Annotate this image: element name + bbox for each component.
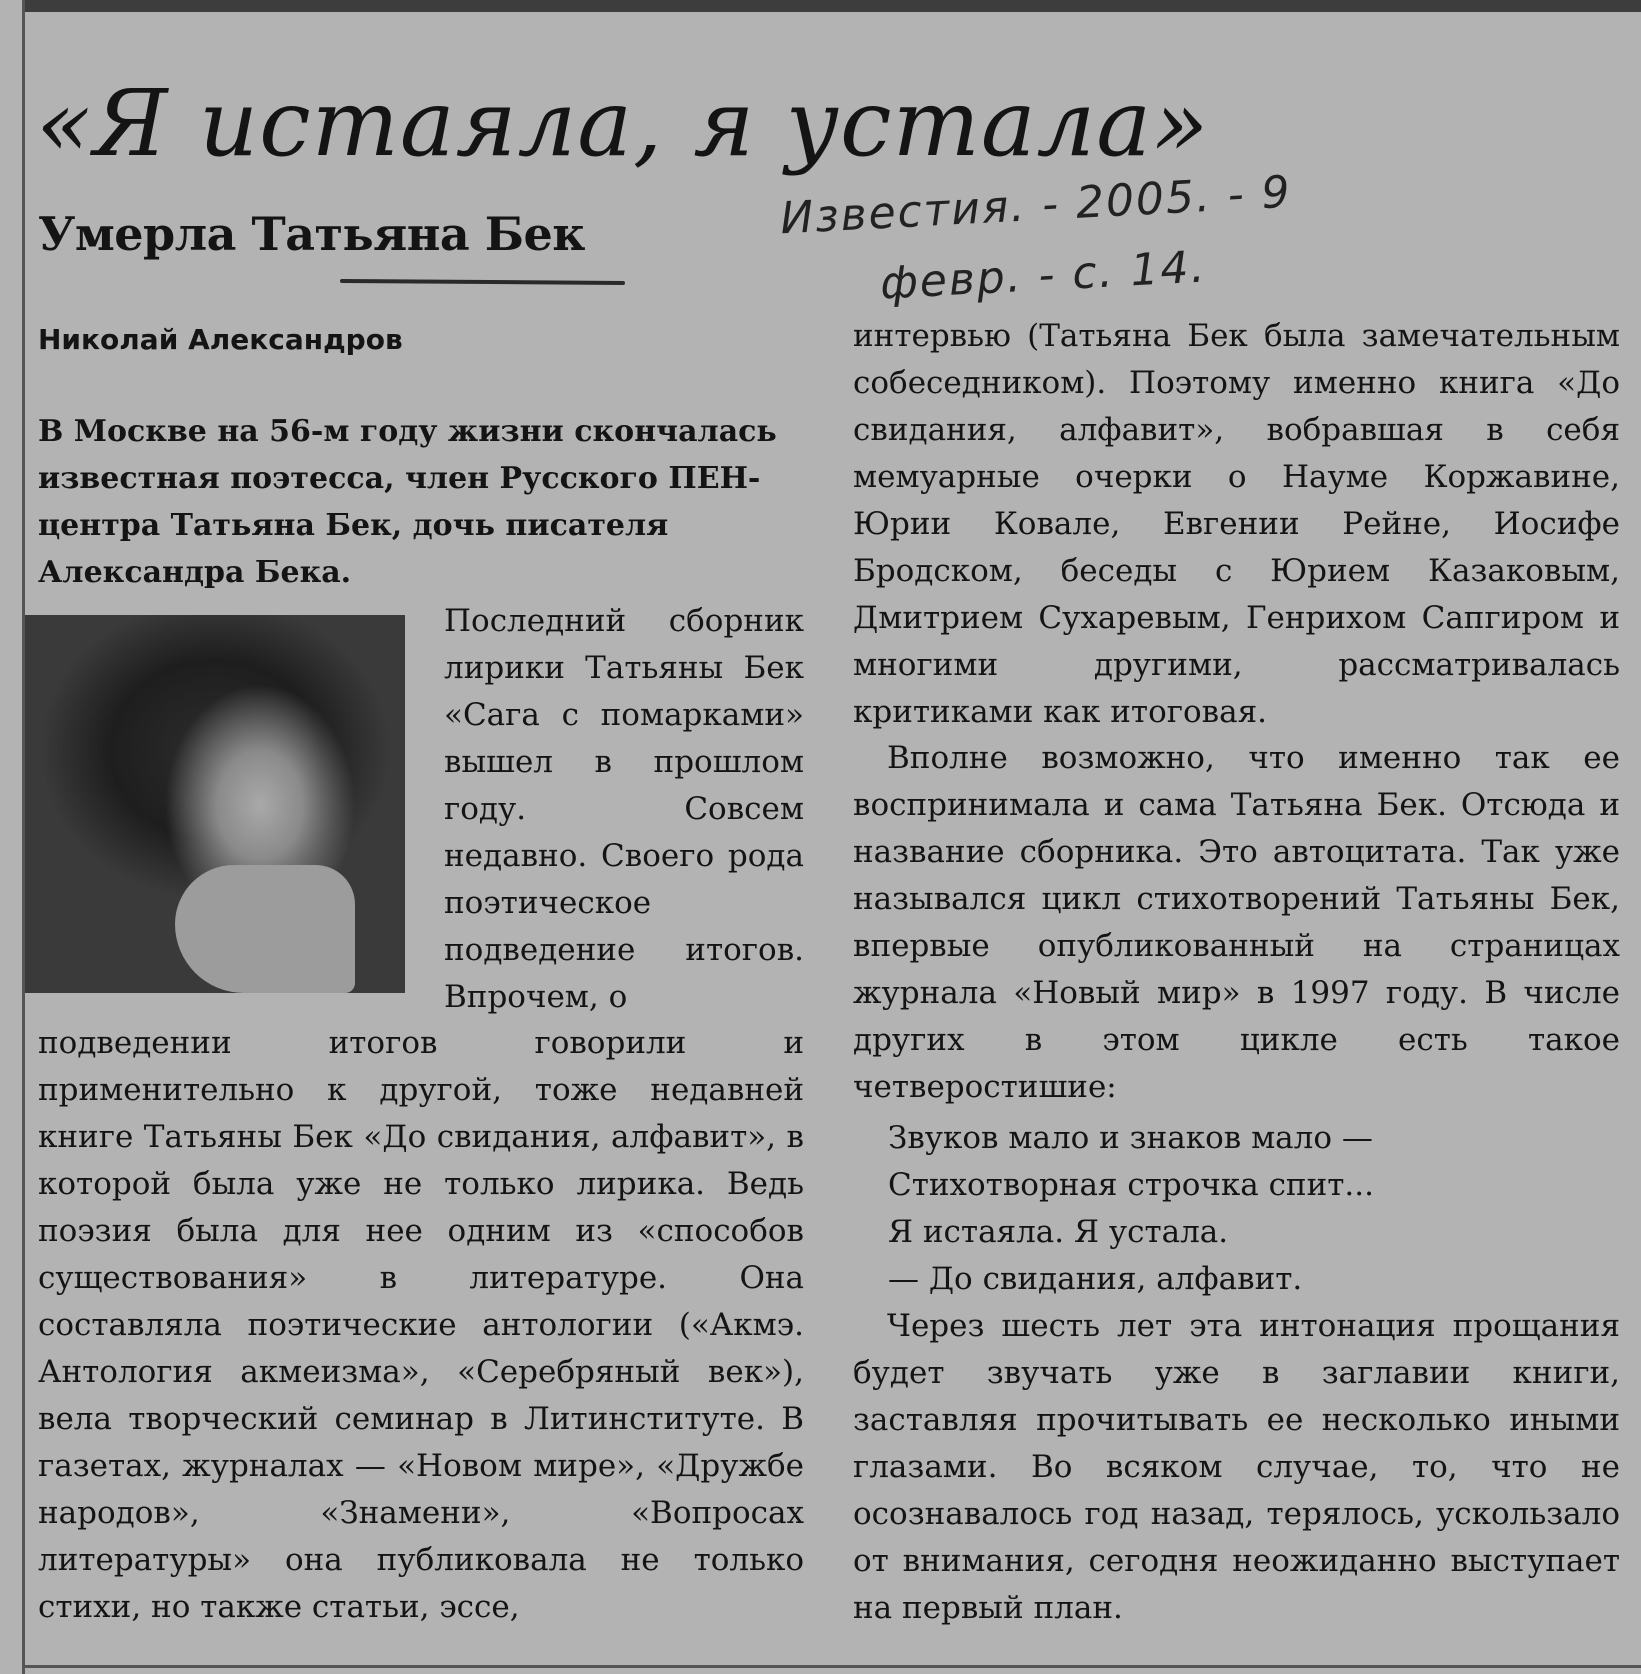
verse-line: Я истаяла. Я устала. (888, 1214, 1229, 1250)
top-rule (22, 0, 1641, 12)
quatrain (888, 1115, 1374, 1303)
lead-paragraph: В Москве на 56-м году жизни скончалась известная поэтесса, член Русского ПЕН-центра Татьяна Бек, дочь писателя Александра Бека. (38, 414, 777, 590)
photo-hand-shape (175, 865, 355, 993)
column2-paragraph-1: интервью (Татьяна Бек была замечательным собеседником). Поэтому именно книга «До свидания, алфавит», вобравшая в себя мемуарные очерки о Науме Коржавине, Юрии Ковале, Евгении Рейне, Иосифе Бродском, беседы с Юрием Казаковым, Дмитрием Сухаревым, Генрихом Сапгиром и многими другими, рассматривалась критиками как итоговая. (853, 318, 1620, 730)
verse-line: Стихотворная строчка спит... (888, 1167, 1374, 1203)
column1-text: подведении итогов говорили и применительно к другой, тоже недавней книге Татьяны Бек «До свидания, алфавит», в которой была уже не только лирика. Ведь поэзия была для нее одним из «способов существования» в литературе. Она составляла поэтические антологии («Акмэ. Антология акмеизма», «Серебряный век»), вела творческий семинар в Литинституте. В газетах, журналах — «Новом мире», «Дружбе народов», «Знамени», «Вопросах литературы» она публиковала не только стихи, но также статьи, эссе, (38, 1025, 804, 1625)
handwritten-note-line2: февр. - с. 14. (878, 241, 1208, 310)
byline: Николай Александров (38, 323, 403, 356)
verse-line: Звуков мало и знаков мало — (888, 1120, 1373, 1156)
column1-text-beside-photo: Последний сборник лирики Татьяны Бек «Сага с помарками» вышел в прошлом году. Совсем недавно. Своего рода поэтическое подведение итогов. Впрочем, о (444, 603, 804, 1015)
subhead: Умерла Татьяна Бек (38, 207, 585, 261)
handwritten-note-line1: Известия. - 2005. - 9 (779, 166, 1293, 245)
column2-paragraph-3: Через шесть лет эта интонация прощания будет звучать уже в заглавии книги, заставляя прочитывать ее несколько иными глазами. Во всяком случае, то, что не осознавалось год назад, терялось, ускользало от внимания, сегодня неожиданно выступает на первый план. (853, 1308, 1620, 1626)
headline: «Я истаяла, я устала» (36, 70, 1210, 177)
bottom-rule (22, 1665, 1641, 1668)
column2-paragraph-2: Вполне возможно, что именно так ее воспринимала и сама Татьяна Бек. Отсюда и название сборника. Это автоцитата. Так уже назывался цикл стихотворений Татьяны Бек, впервые опубликованный на страницах журнала «Новый мир» в 1997 году. В числе других в этом цикле есть такое четверостишие: (853, 740, 1620, 1105)
portrait-photo (25, 615, 405, 993)
verse-line: — До свидания, алфавит. (888, 1261, 1303, 1297)
pen-underline (340, 279, 625, 285)
